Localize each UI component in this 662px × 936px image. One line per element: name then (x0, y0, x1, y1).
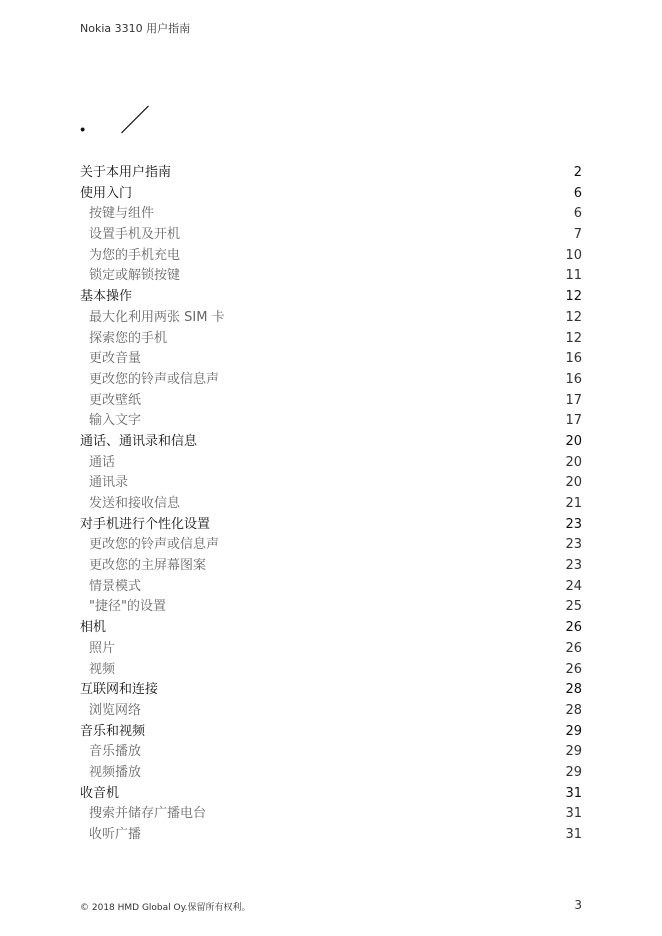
toc-entry-page: 20 (565, 475, 582, 491)
toc-entry-label: 锁定或解锁按键 (89, 268, 181, 284)
toc-entry-label: 更改您的铃声或信息声 (89, 537, 220, 553)
toc-entry-page: 20 (565, 454, 582, 470)
toc-entry-label: 情景模式 (89, 578, 142, 594)
toc-entry-label: 互联网和连接 (80, 682, 159, 698)
toc-section[interactable] (80, 784, 582, 805)
toc-entry-page: 26 (565, 661, 582, 677)
toc-entry-label: 发送和接收信息 (89, 496, 181, 511)
toc-entry-label: 相机 (80, 620, 107, 636)
toc-section[interactable] (80, 515, 582, 536)
toc-subsection[interactable] (80, 535, 582, 556)
toc-entry-page: 17 (565, 413, 582, 429)
toc-subsection[interactable] (80, 453, 582, 474)
toc-entry-page: 7 (573, 227, 582, 243)
footer-page-number: 3 (574, 898, 582, 912)
toc-entry-page: 12 (565, 330, 582, 346)
toc-subsection[interactable] (80, 204, 582, 225)
toc-section[interactable] (80, 163, 582, 184)
toc-entry-label: 设置手机及开机 (89, 227, 181, 243)
toc-subsection[interactable] (80, 473, 582, 494)
toc-entry-page: 10 (565, 247, 582, 263)
toc-entry-page: 29 (565, 744, 582, 760)
toc-entry-label: 视频 (89, 661, 116, 677)
toc-entry-page: 31 (565, 785, 582, 801)
toc-entry-label: 收听广播 (89, 827, 142, 842)
toc-entry-label: 通话 (89, 454, 116, 470)
toc-subsection[interactable] (80, 701, 582, 722)
toc-subsection[interactable] (80, 660, 582, 681)
toc-entry-label: 关于本用户指南 (80, 165, 172, 180)
table-of-contents (80, 163, 582, 846)
toc-entry-label: 更改您的主屏幕图案 (89, 558, 207, 574)
toc-entry-page: 6 (573, 206, 582, 222)
toc-entry-page: 12 (565, 309, 582, 325)
toc-section[interactable] (80, 432, 582, 453)
toc-entry-page: 2 (573, 165, 582, 180)
toc-entry-label: 音乐播放 (89, 744, 142, 760)
toc-subsection[interactable] (80, 597, 582, 618)
page-header: Nokia 3310 用户指南 (80, 22, 191, 35)
toc-entry-label: 输入文字 (89, 413, 142, 429)
toc-entry-label: 更改您的铃声或信息声 (89, 371, 220, 387)
toc-subsection[interactable] (80, 577, 582, 598)
toc-entry-page: 16 (565, 351, 582, 367)
toc-entry-page: 20 (565, 433, 582, 449)
toc-subsection[interactable] (80, 825, 582, 846)
toc-entry-label: "捷径"的设置 (89, 599, 166, 615)
toc-entry-page: 26 (565, 620, 582, 636)
toc-entry-label: 更改壁纸 (89, 392, 142, 408)
toc-subsection[interactable] (80, 349, 582, 370)
toc-section[interactable] (80, 184, 582, 205)
toc-entry-label: 探索您的手机 (89, 330, 168, 346)
toc-subsection[interactable] (80, 225, 582, 246)
toc-entry-page: 29 (565, 764, 582, 780)
toc-subsection[interactable] (80, 246, 582, 267)
toc-entry-page: 11 (565, 268, 582, 284)
toc-subsection[interactable] (80, 391, 582, 412)
toc-subsection[interactable] (80, 763, 582, 784)
toc-subsection[interactable] (80, 494, 582, 515)
toc-entry-page: 31 (565, 806, 582, 822)
toc-entry-label: 基本操作 (80, 289, 133, 305)
toc-entry-page: 25 (565, 599, 582, 615)
toc-subsection[interactable] (80, 411, 582, 432)
toc-entry-page: 16 (565, 371, 582, 387)
toc-subsection[interactable] (80, 742, 582, 763)
toc-section[interactable] (80, 287, 582, 308)
toc-subsection[interactable] (80, 370, 582, 391)
toc-entry-label: 照片 (89, 640, 116, 656)
toc-entry-label: 最大化利用两张 SIM 卡 (89, 309, 225, 325)
toc-entry-label: 音乐和视频 (80, 723, 146, 739)
toc-entry-label: 收音机 (80, 785, 120, 801)
toc-section[interactable] (80, 680, 582, 701)
toc-entry-label: 通话、通讯录和信息 (80, 433, 198, 449)
toc-entry-page: 28 (565, 702, 582, 718)
toc-section[interactable] (80, 618, 582, 639)
toc-entry-page: 24 (565, 578, 582, 594)
toc-entry-page: 23 (565, 558, 582, 574)
toc-entry-label: 更改音量 (89, 351, 142, 367)
toc-entry-label: 按键与组件 (89, 206, 155, 222)
toc-entry-page: 28 (565, 682, 582, 698)
toc-entry-page: 12 (565, 289, 582, 305)
toc-entry-label: 使用入门 (80, 185, 133, 201)
toc-entry-label: 视频播放 (89, 764, 142, 780)
page-title: ．／ (78, 104, 162, 139)
toc-entry-label: 搜索并储存广播电台 (89, 806, 207, 822)
toc-entry-label: 对手机进行个性化设置 (80, 516, 211, 532)
toc-subsection[interactable] (80, 639, 582, 660)
toc-entry-page: 29 (565, 723, 582, 739)
footer-copyright: © 2018 HMD Global Oy.保留所有权利。 (80, 903, 251, 913)
toc-entry-label: 为您的手机充电 (89, 247, 181, 263)
toc-entry-page: 21 (565, 496, 582, 511)
toc-entry-page: 6 (573, 185, 582, 201)
toc-entry-label: 通讯录 (89, 475, 129, 491)
toc-subsection[interactable] (80, 308, 582, 329)
toc-entry-page: 17 (565, 392, 582, 408)
toc-entry-page: 31 (565, 827, 582, 842)
toc-entry-label: 浏览网络 (89, 702, 142, 718)
toc-subsection[interactable] (80, 329, 582, 350)
toc-subsection[interactable] (80, 804, 582, 825)
toc-subsection[interactable] (80, 266, 582, 287)
toc-entry-page: 23 (565, 516, 582, 532)
toc-subsection[interactable] (80, 556, 582, 577)
toc-entry-page: 23 (565, 537, 582, 553)
toc-entry-page: 26 (565, 640, 582, 656)
toc-section[interactable] (80, 722, 582, 743)
